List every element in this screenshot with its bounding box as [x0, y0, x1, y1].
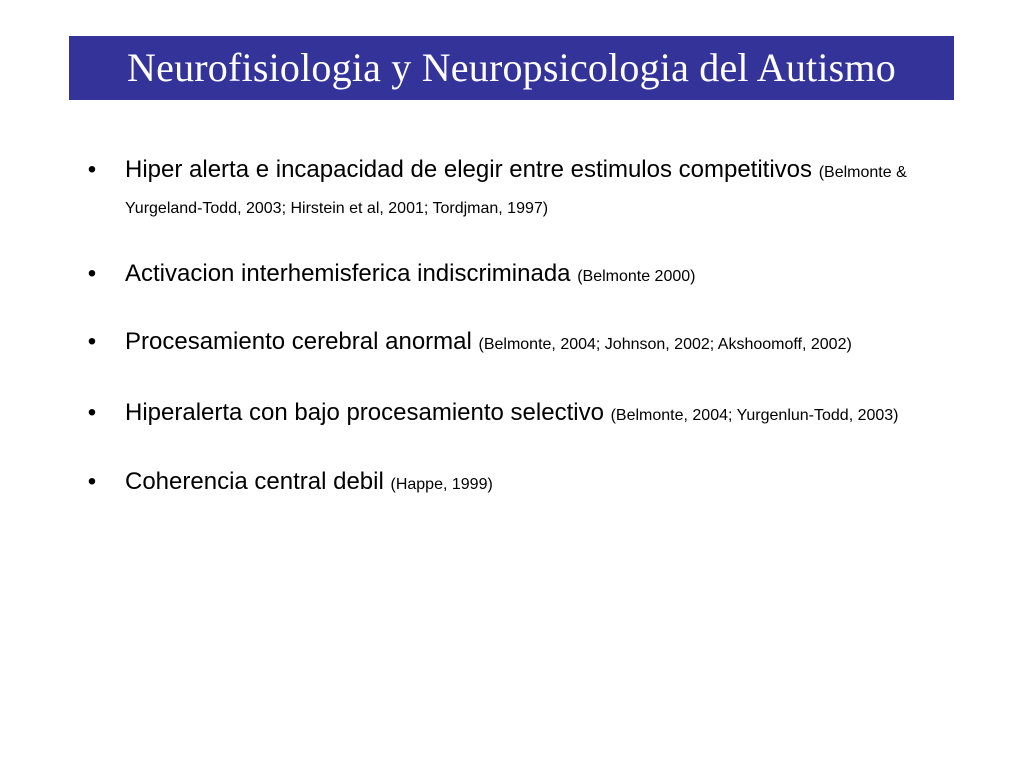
bullet-text: Hiperalerta con bajo procesamiento selectivo	[125, 399, 604, 426]
bullet-item	[82, 152, 922, 224]
bullet-item	[82, 324, 922, 360]
bullet-citation: (Belmonte, 2004; Yurgenlun-Todd, 2003)	[610, 407, 899, 424]
bullet-dot-icon: •	[87, 156, 97, 183]
bullet-dot-icon: •	[87, 328, 97, 355]
bullet-citation: (Belmonte, 2004; Johnson, 2002; Akshoomoff, 2002)	[478, 336, 852, 353]
bullet-item	[82, 395, 922, 431]
bullet-text: Procesamiento cerebral anormal	[125, 328, 472, 355]
bullet-text: Hiper alerta e incapacidad de elegir entre estimulos competitivos	[125, 156, 813, 183]
bullet-citation: (Belmonte 2000)	[577, 268, 696, 285]
bullet-dot-icon: •	[87, 260, 97, 287]
bullet-list	[82, 152, 922, 500]
slide-title: Neurofisiologia y Neuropsicologia del Autismo	[127, 45, 896, 90]
bullet-item	[82, 464, 922, 500]
title-bar	[69, 36, 954, 100]
bullet-citation: (Happe, 1999)	[390, 476, 493, 493]
bullet-dot-icon: •	[87, 399, 97, 426]
bullet-dot-icon: •	[87, 468, 97, 495]
bullet-citation: (Belmonte & Yurgeland-Todd, 2003; Hirstein et al, 2001; Tordjman, 1997)	[125, 164, 907, 217]
bullet-item	[82, 256, 922, 292]
bullet-text: Activacion interhemisferica indiscriminada	[125, 260, 571, 287]
bullet-text: Coherencia central debil	[125, 468, 384, 495]
